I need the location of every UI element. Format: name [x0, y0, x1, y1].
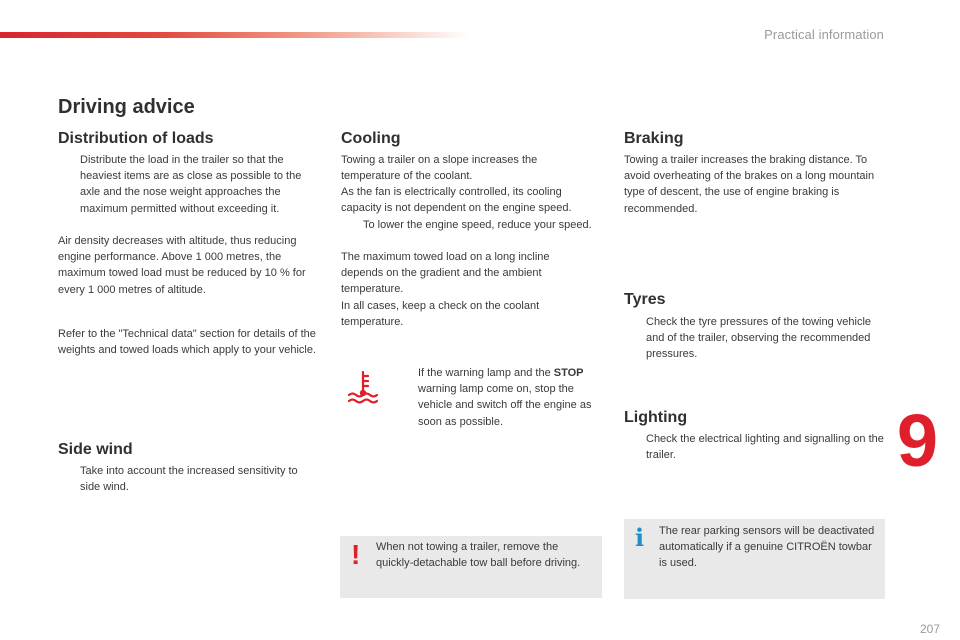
coolant-warning-bullet: If the warning lamp and the STOP warning lamp come on, stop the vehicle and switch off the engine as soon as possible.: [418, 367, 592, 428]
side-wind-bullet: Take into account the increased sensitivity to side wind.: [80, 465, 298, 494]
distribution-bullet: Distribute the load in the trailer so that the heaviest items are as close as possible to the axle and the nose weight approaches the maximum permitted without exceeding it.: [80, 154, 302, 215]
info-note-text: The rear parking sensors will be deactivated automatically if a genuine CITROËN towbar is used.: [659, 525, 875, 570]
warning-note-box: [340, 536, 602, 598]
cooling-para-incline: The maximum towed load on a long incline depends on the gradient and the ambient temperature.: [341, 251, 550, 296]
cooling-title: Cooling: [341, 130, 401, 147]
cooling-para-check: In all cases, keep a check on the coolant temperature.: [341, 300, 540, 329]
cooling-para-slope: Towing a trailer on a slope increases the temperature of the coolant.: [341, 154, 538, 183]
distribution-para-refer: Refer to the "Technical data" section for details of the weights and towed loads which apply to your vehicle.: [58, 328, 317, 357]
cooling-para-fan: As the fan is electrically controlled, its cooling capacity is not dependent on the engine speed.: [341, 186, 572, 215]
braking-para: Towing a trailer increases the braking distance. To avoid overheating of the brakes on a long mountain type of descent, the use of engine braking is recommended.: [624, 154, 875, 215]
info-icon: i: [635, 523, 645, 552]
exclamation-warning-icon: !: [351, 539, 361, 570]
side-wind-title: Side wind: [58, 441, 133, 458]
cooling-bullet-speed: To lower the engine speed, reduce your speed.: [363, 219, 592, 231]
lighting-title: Lighting: [624, 409, 688, 426]
braking-title: Braking: [624, 130, 684, 147]
warning-note-text: When not towing a trailer, remove the quickly-detachable tow ball before driving.: [376, 541, 581, 570]
distribution-title: Distribution of loads: [58, 130, 214, 147]
info-note-box: [624, 519, 885, 599]
page-number: 207: [919, 622, 940, 636]
tyres-bullet: Check the tyre pressures of the towing vehicle and of the trailer, observing the recommended pressures.: [646, 316, 872, 361]
page-title: Driving advice: [58, 96, 195, 118]
distribution-para-altitude: Air density decreases with altitude, thus reducing engine performance. Above 1 000 metres, the maximum towed load must be reduced by 10 % for every 1 000 metres of altitude.: [58, 235, 306, 296]
tyres-title: Tyres: [624, 291, 666, 308]
header-title: Practical information: [764, 27, 884, 42]
lighting-bullet: Check the electrical lighting and signalling on the trailer.: [646, 433, 884, 462]
coolant-temperature-warning-icon: [346, 369, 380, 407]
chapter-number: 9: [896, 399, 938, 482]
header-accent-bar: [0, 32, 470, 38]
